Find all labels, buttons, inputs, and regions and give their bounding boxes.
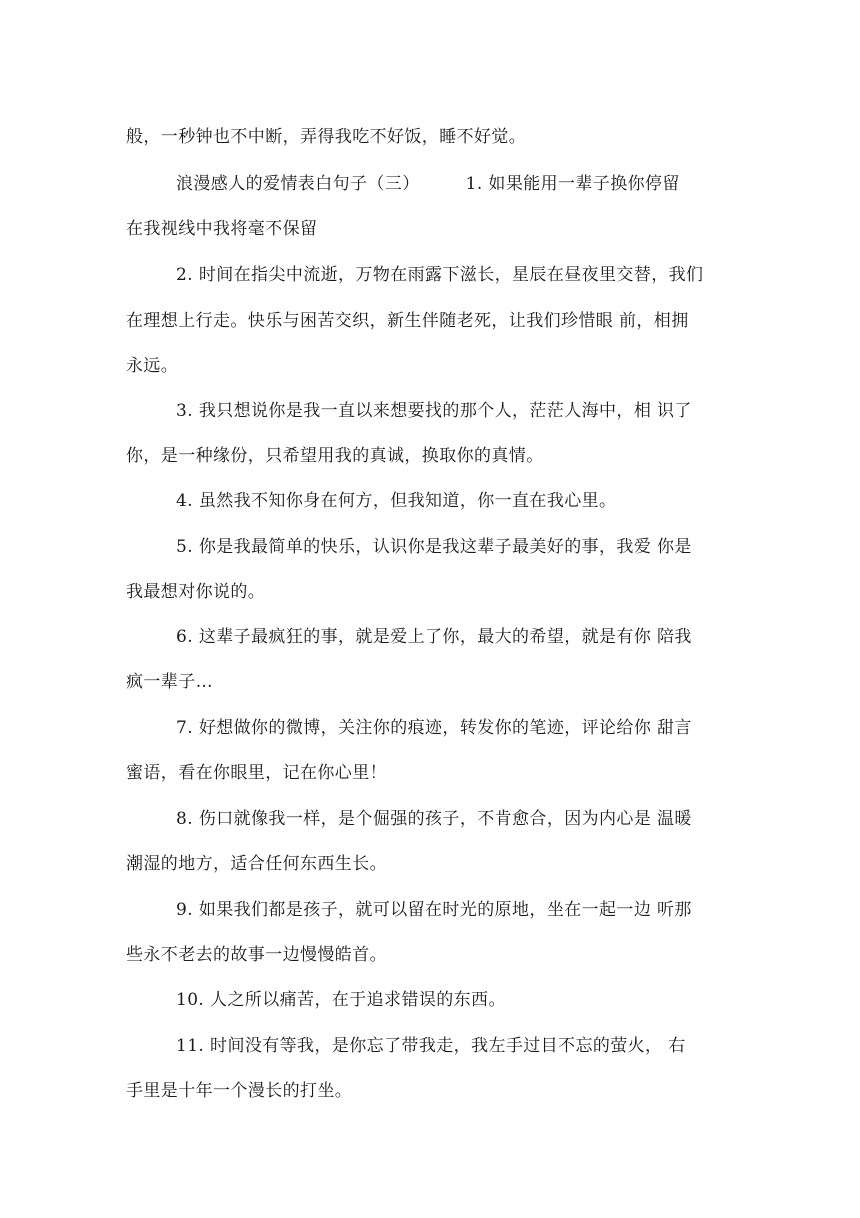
text-line: 在我视线中我将毫不保留 bbox=[126, 219, 318, 239]
text-line: 我最想对你说的。 bbox=[126, 582, 266, 602]
text-line: 在理想上行走。快乐与困苦交织，新生伴随老死，让我们珍惜眼 前，相拥 bbox=[126, 311, 689, 331]
text-line: 5. 你是我最简单的快乐，认识你是我这辈子最美好的事，我爱 你是 bbox=[176, 537, 692, 557]
text-line: 8. 伤口就像我一样，是个倔强的孩子，不肯愈合，因为内心是 温暖 bbox=[176, 809, 692, 829]
text-line: 手里是十年一个漫长的打坐。 bbox=[126, 1081, 353, 1101]
text-line: 10. 人之所以痛苦，在于追求错误的东西。 bbox=[176, 990, 506, 1010]
text-line: 7. 好想做你的微博，关注你的痕迹，转发你的笔迹，评论给你 甜言 bbox=[176, 718, 692, 738]
text-line: 疯一辈子… bbox=[126, 672, 213, 692]
text-line: 蜜语，看在你眼里，记在你心里！ bbox=[126, 763, 387, 783]
text-line: 永远。 bbox=[126, 356, 179, 376]
text-line: 潮湿的地方，适合任何东西生长。 bbox=[126, 854, 387, 874]
text-line: 6. 这辈子最疯狂的事，就是爱上了你，最大的希望，就是有你 陪我 bbox=[176, 627, 692, 647]
text-line: 般，一秒钟也不中断，弄得我吃不好饭，睡不好觉。 bbox=[126, 127, 527, 147]
text-line: 11. 时间没有等我，是你忘了带我走，我左手过目不忘的萤火， 右 bbox=[176, 1036, 686, 1056]
text-line: 9. 如果我们都是孩子，就可以留在时光的原地，坐在一起一边 听那 bbox=[176, 900, 692, 920]
section-title: 浪漫感人的爱情表白句子（三） bbox=[176, 174, 420, 194]
text-line: 4. 虽然我不知你身在何方，但我知道，你一直在我心里。 bbox=[176, 491, 617, 511]
text-line: 些永不老去的故事一边慢慢皓首。 bbox=[126, 945, 387, 965]
text-line: 1. 如果能用一辈子换你停留 bbox=[465, 174, 680, 194]
section-heading bbox=[176, 173, 680, 195]
text-line: 3. 我只想说你是我一直以来想要找的那个人，茫茫人海中，相 识了 bbox=[176, 401, 692, 421]
text-line: 你，是一种缘份，只希望用我的真诚，换取你的真情。 bbox=[126, 446, 544, 466]
text-line: 2. 时间在指尖中流逝，万物在雨露下滋长，星辰在昼夜里交替，我们 bbox=[176, 265, 704, 285]
